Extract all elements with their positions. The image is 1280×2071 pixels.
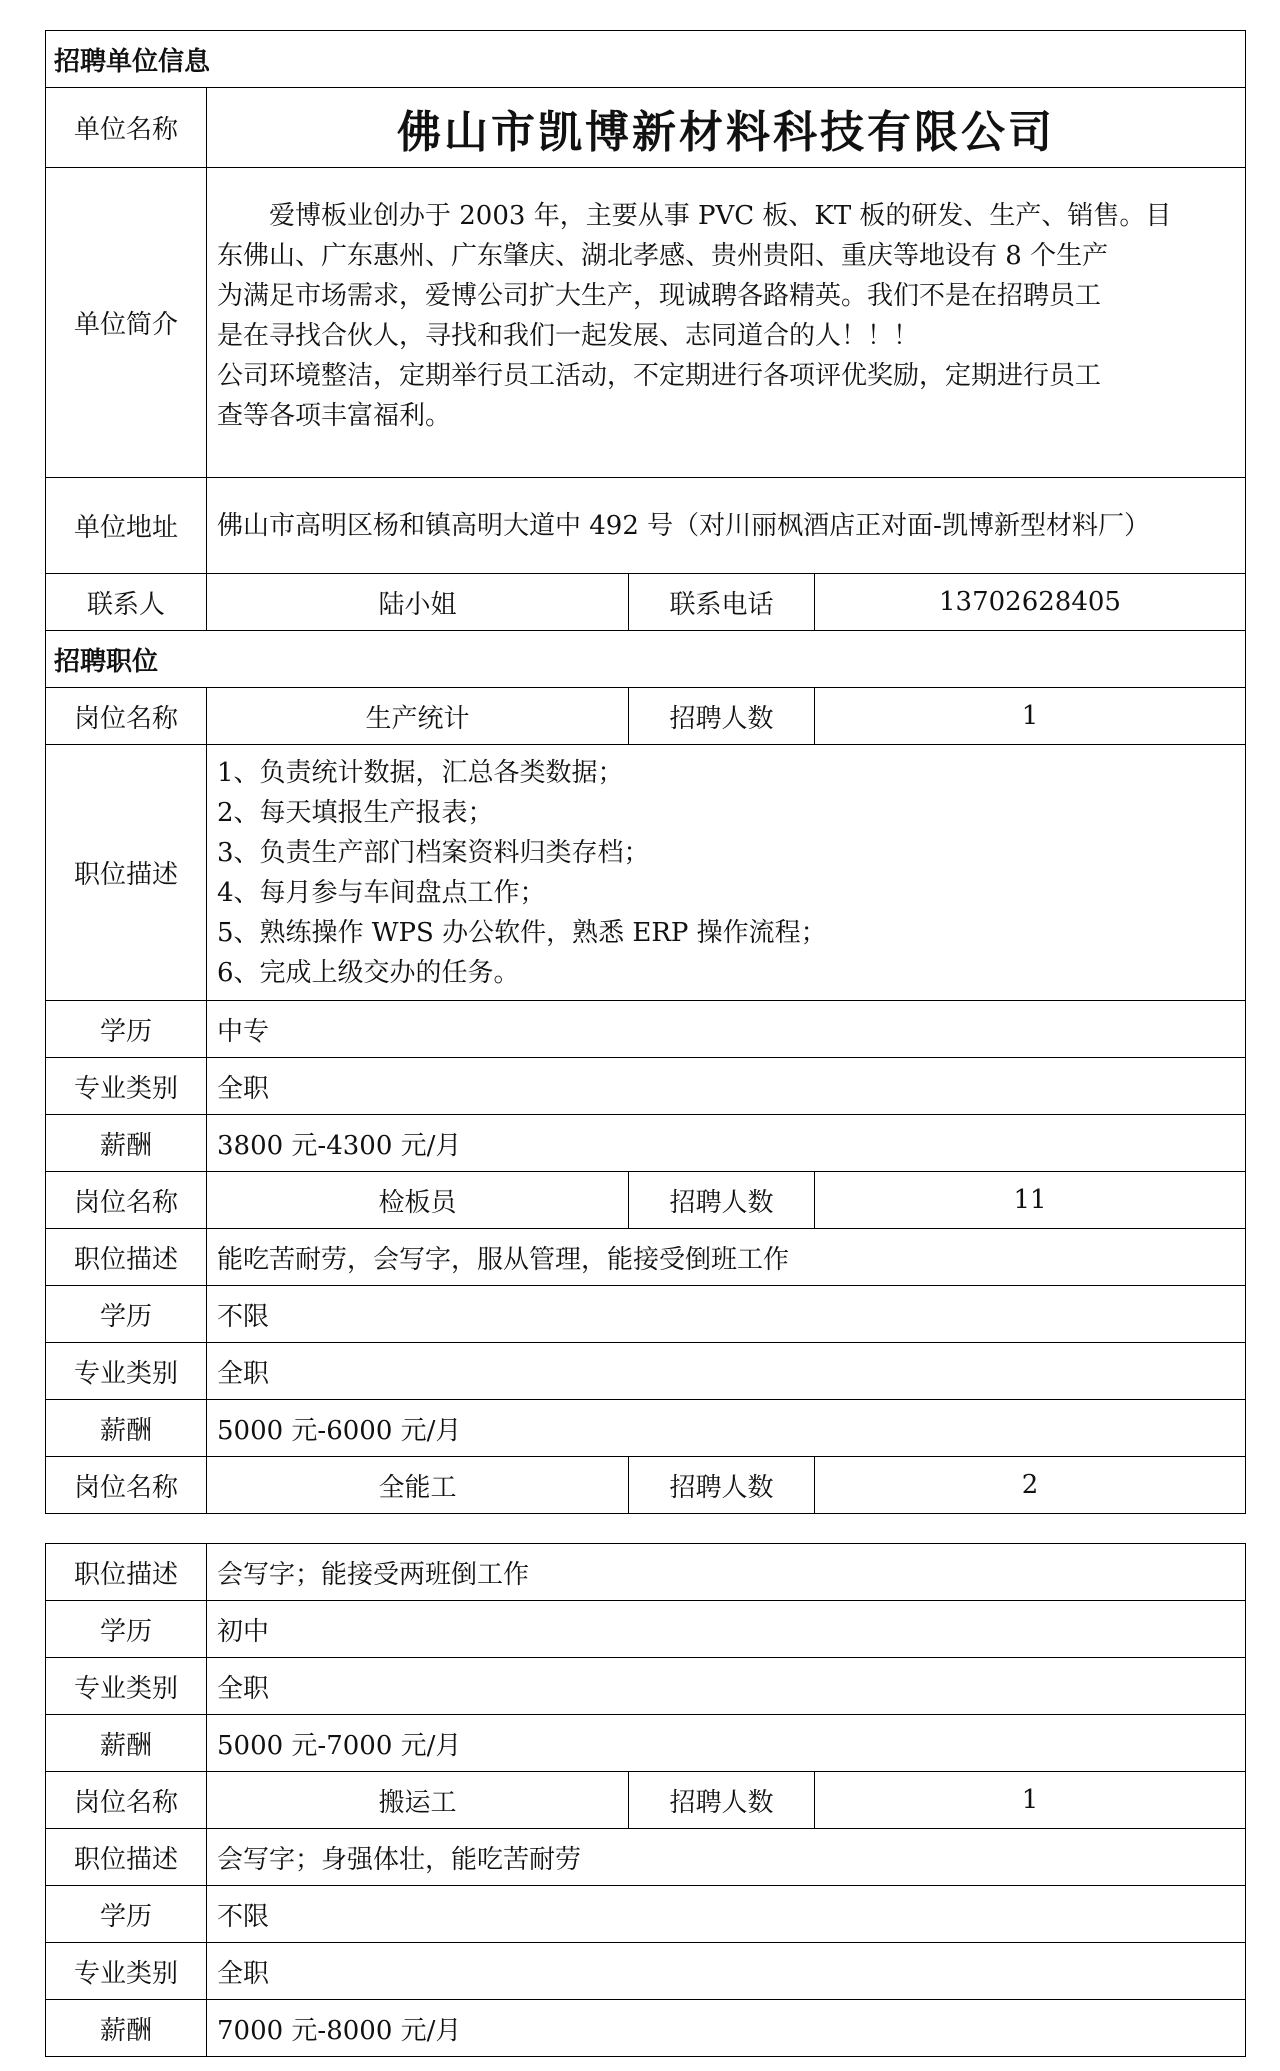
label-company-name: 单位名称 [46, 88, 207, 168]
position-description [207, 745, 1246, 1001]
label-phone: 联系电话 [629, 574, 815, 631]
position-name: 生产统计 [207, 688, 629, 745]
intro-line: 是在寻找合伙人，寻找和我们一起发展、志同道合的人！！！ [217, 321, 920, 351]
position-description: 会写字；能接受两班倒工作 [207, 1544, 1246, 1601]
label-intro: 单位简介 [46, 168, 207, 478]
label-salary: 薪酬 [46, 1400, 207, 1457]
intro-line: 查等各项丰富福利。 [217, 401, 452, 431]
label-salary: 薪酬 [46, 1715, 207, 1772]
duty-item: 4、每月参与车间盘点工作； [217, 877, 546, 908]
label-position-name: 岗位名称 [46, 1772, 207, 1829]
position-name: 搬运工 [207, 1772, 629, 1829]
company-address: 佛山市高明区杨和镇高明大道中 492 号（对川丽枫酒店正对面-凯博新型材料厂） [207, 478, 1246, 574]
category: 全职 [207, 1058, 1246, 1115]
label-address: 单位地址 [46, 478, 207, 574]
label-headcount: 招聘人数 [629, 1172, 815, 1229]
intro-line: 爱博板业创办于 2003 年，主要从事 PVC 板、KT 板的研发、生产、销售。目 [269, 201, 1172, 231]
position-description: 会写字；身强体壮，能吃苦耐劳 [207, 1829, 1246, 1886]
headcount: 2 [815, 1457, 1246, 1514]
duty-item: 5、熟练操作 WPS 办公软件，熟悉 ERP 操作流程； [217, 917, 827, 948]
label-description: 职位描述 [46, 1544, 207, 1601]
label-description: 职位描述 [46, 1829, 207, 1886]
position-name: 检板员 [207, 1172, 629, 1229]
label-category: 专业类别 [46, 1343, 207, 1400]
label-position-name: 岗位名称 [46, 1457, 207, 1514]
headcount: 1 [815, 688, 1246, 745]
label-salary: 薪酬 [46, 2000, 207, 2057]
duty-item: 6、完成上级交办的任务。 [217, 957, 520, 988]
label-category: 专业类别 [46, 1058, 207, 1115]
education: 不限 [207, 1886, 1246, 1943]
salary: 5000 元-6000 元/月 [207, 1400, 1246, 1457]
label-category: 专业类别 [46, 1658, 207, 1715]
section-title-company-info: 招聘单位信息 [46, 31, 1246, 88]
headcount: 11 [815, 1172, 1246, 1229]
company-name: 佛山市凯博新材料科技有限公司 [207, 88, 1246, 168]
label-description: 职位描述 [46, 1229, 207, 1286]
duty-item: 1、负责统计数据，汇总各类数据； [217, 757, 624, 788]
duty-item: 3、负责生产部门档案资料归类存档； [217, 837, 650, 868]
position-name: 全能工 [207, 1457, 629, 1514]
salary: 7000 元-8000 元/月 [207, 2000, 1246, 2057]
label-headcount: 招聘人数 [629, 688, 815, 745]
label-position-name: 岗位名称 [46, 1172, 207, 1229]
intro-line: 东佛山、广东惠州、广东肇庆、湖北孝感、贵州贵阳、重庆等地设有 8 个生产 [217, 241, 1109, 271]
label-salary: 薪酬 [46, 1115, 207, 1172]
duty-item: 2、每天填报生产报表； [217, 797, 494, 828]
label-category: 专业类别 [46, 1943, 207, 2000]
label-headcount: 招聘人数 [629, 1772, 815, 1829]
position-description: 能吃苦耐劳，会写字，服从管理，能接受倒班工作 [207, 1229, 1246, 1286]
label-education: 学历 [46, 1286, 207, 1343]
label-education: 学历 [46, 1001, 207, 1058]
category: 全职 [207, 1943, 1246, 2000]
label-education: 学历 [46, 1886, 207, 1943]
label-contact: 联系人 [46, 574, 207, 631]
education: 初中 [207, 1601, 1246, 1658]
label-education: 学历 [46, 1601, 207, 1658]
label-description: 职位描述 [46, 745, 207, 1001]
contact-name: 陆小姐 [207, 574, 629, 631]
recruitment-table-page-1 [45, 30, 1246, 1514]
company-intro [207, 168, 1246, 478]
category: 全职 [207, 1658, 1246, 1715]
education: 不限 [207, 1286, 1246, 1343]
headcount: 1 [815, 1772, 1246, 1829]
section-title-positions: 招聘职位 [46, 631, 1246, 688]
contact-phone: 13702628405 [815, 574, 1246, 631]
label-headcount: 招聘人数 [629, 1457, 815, 1514]
salary: 3800 元-4300 元/月 [207, 1115, 1246, 1172]
salary: 5000 元-7000 元/月 [207, 1715, 1246, 1772]
education: 中专 [207, 1001, 1246, 1058]
recruitment-table-page-2 [45, 1543, 1246, 2057]
intro-line: 公司环境整洁，定期举行员工活动，不定期进行各项评优奖励，定期进行员工 [217, 361, 1102, 391]
category: 全职 [207, 1343, 1246, 1400]
label-position-name: 岗位名称 [46, 688, 207, 745]
intro-line: 为满足市场需求，爱博公司扩大生产，现诚聘各路精英。我们不是在招聘员工 [217, 281, 1102, 311]
